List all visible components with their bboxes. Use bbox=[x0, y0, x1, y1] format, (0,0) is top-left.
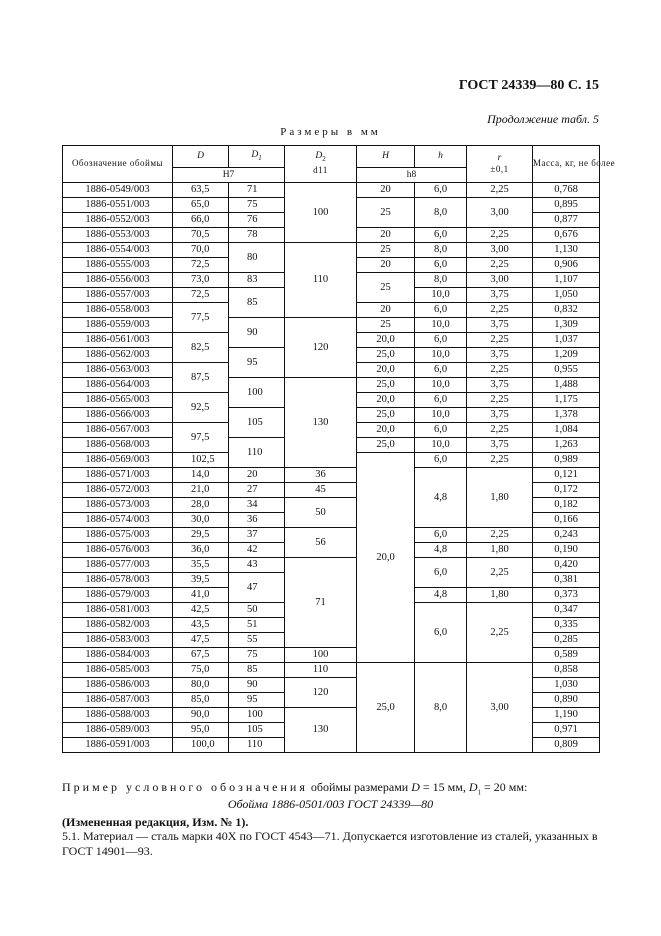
cell-h: 10,0 bbox=[415, 288, 467, 303]
cell-D: 29,5 bbox=[173, 528, 229, 543]
cell-designation: 1886-0553/003 bbox=[63, 228, 173, 243]
cell-r: 3,00 bbox=[467, 198, 533, 228]
cell-D: 72,5 bbox=[173, 288, 229, 303]
cell-designation: 1886-0591/003 bbox=[63, 738, 173, 753]
cell-designation: 1886-0557/003 bbox=[63, 288, 173, 303]
cell-r: 3,00 bbox=[467, 663, 533, 753]
cell-designation: 1886-0558/003 bbox=[63, 303, 173, 318]
cell-designation: 1886-0579/003 bbox=[63, 588, 173, 603]
cell-D2: 100 bbox=[285, 648, 357, 663]
cell-h: 10,0 bbox=[415, 378, 467, 393]
header-D2: $D_2$ d11 bbox=[285, 146, 357, 183]
header-tol-D: H7 bbox=[173, 168, 285, 183]
header-D1: $D_1$ bbox=[229, 146, 285, 168]
cell-h: 6,0 bbox=[415, 258, 467, 273]
cell-D: 21,0 bbox=[173, 483, 229, 498]
cell-D: 85,0 bbox=[173, 693, 229, 708]
cell-D2: 36 bbox=[285, 468, 357, 483]
cell-r: 3,00 bbox=[467, 273, 533, 288]
example-eq1: = 15 мм, bbox=[419, 780, 469, 794]
cell-D1: 85 bbox=[229, 288, 285, 318]
cell-h: 6,0 bbox=[415, 528, 467, 543]
cell-r: 2,25 bbox=[467, 423, 533, 438]
cell-D1: 80 bbox=[229, 243, 285, 273]
cell-h: 4,8 bbox=[415, 543, 467, 558]
cell-mass: 1,084 bbox=[533, 423, 600, 438]
cell-r: 3,75 bbox=[467, 288, 533, 303]
cell-D1: 110 bbox=[229, 438, 285, 468]
example-eq2: = 20 мм: bbox=[481, 780, 528, 794]
cell-h: 10,0 bbox=[415, 408, 467, 423]
cell-D2: 56 bbox=[285, 528, 357, 558]
cell-h: 10,0 bbox=[415, 348, 467, 363]
cell-r: 3,00 bbox=[467, 243, 533, 258]
cell-D: 90,0 bbox=[173, 708, 229, 723]
cell-D1: 95 bbox=[229, 693, 285, 708]
cell-D1: 85 bbox=[229, 663, 285, 678]
cell-designation: 1886-0568/003 bbox=[63, 438, 173, 453]
cell-designation: 1886-0585/003 bbox=[63, 663, 173, 678]
cell-mass: 1,190 bbox=[533, 708, 600, 723]
cell-D2: 110 bbox=[285, 243, 357, 318]
cell-D1: 75 bbox=[229, 648, 285, 663]
cell-mass: 0,955 bbox=[533, 363, 600, 378]
cell-r: 2,25 bbox=[467, 453, 533, 468]
cell-designation: 1886-0551/003 bbox=[63, 198, 173, 213]
cell-designation: 1886-0574/003 bbox=[63, 513, 173, 528]
cell-D1: 51 bbox=[229, 618, 285, 633]
cell-h: 6,0 bbox=[415, 333, 467, 348]
cell-mass: 1,309 bbox=[533, 318, 600, 333]
cell-h: 10,0 bbox=[415, 318, 467, 333]
example-designation: Обойма 1886-0501/003 ГОСТ 24339—80 bbox=[227, 797, 434, 811]
cell-D1: 50 bbox=[229, 603, 285, 618]
cell-H: 25,0 bbox=[357, 663, 415, 753]
cell-r: 2,25 bbox=[467, 303, 533, 318]
cell-mass: 0,906 bbox=[533, 258, 600, 273]
cell-D: 42,5 bbox=[173, 603, 229, 618]
cell-mass: 0,182 bbox=[533, 498, 600, 513]
cell-D: 95,0 bbox=[173, 723, 229, 738]
cell-r: 3,75 bbox=[467, 408, 533, 423]
cell-D1: 47 bbox=[229, 573, 285, 603]
header-tol-Hh: h8 bbox=[357, 168, 467, 183]
cell-r: 2,25 bbox=[467, 393, 533, 408]
header-H: H bbox=[357, 146, 415, 168]
cell-mass: 0,858 bbox=[533, 663, 600, 678]
cell-D2: 45 bbox=[285, 483, 357, 498]
cell-H: 25 bbox=[357, 198, 415, 228]
cell-designation: 1886-0577/003 bbox=[63, 558, 173, 573]
cell-designation: 1886-0571/003 bbox=[63, 468, 173, 483]
cell-D1: 90 bbox=[229, 318, 285, 348]
cell-h: 10,0 bbox=[415, 438, 467, 453]
cell-H: 25,0 bbox=[357, 438, 415, 453]
cell-D1: 34 bbox=[229, 498, 285, 513]
cell-mass: 0,989 bbox=[533, 453, 600, 468]
cell-mass: 0,347 bbox=[533, 603, 600, 618]
cell-mass: 0,285 bbox=[533, 633, 600, 648]
cell-D: 80,0 bbox=[173, 678, 229, 693]
cell-mass: 1,175 bbox=[533, 393, 600, 408]
header-mass: Масса, кг, не более bbox=[533, 146, 600, 183]
cell-D1: 95 bbox=[229, 348, 285, 378]
cell-D: 30,0 bbox=[173, 513, 229, 528]
cell-D1: 105 bbox=[229, 408, 285, 438]
cell-D: 77,5 bbox=[173, 303, 229, 333]
cell-D: 43,5 bbox=[173, 618, 229, 633]
cell-mass: 0,121 bbox=[533, 468, 600, 483]
cell-mass: 0,243 bbox=[533, 528, 600, 543]
cell-H: 20 bbox=[357, 258, 415, 273]
cell-r: 1,80 bbox=[467, 543, 533, 558]
cell-designation: 1886-0581/003 bbox=[63, 603, 173, 618]
cell-H: 20,0 bbox=[357, 423, 415, 438]
cell-mass: 0,877 bbox=[533, 213, 600, 228]
cell-D: 36,0 bbox=[173, 543, 229, 558]
cell-r: 3,75 bbox=[467, 348, 533, 363]
cell-mass: 0,373 bbox=[533, 588, 600, 603]
cell-r: 3,75 bbox=[467, 318, 533, 333]
cell-mass: 1,130 bbox=[533, 243, 600, 258]
cell-h: 4,8 bbox=[415, 468, 467, 528]
cell-designation: 1886-0586/003 bbox=[63, 678, 173, 693]
header-h: h bbox=[415, 146, 467, 168]
cell-mass: 1,488 bbox=[533, 378, 600, 393]
cell-mass: 0,832 bbox=[533, 303, 600, 318]
cell-D: 65,0 bbox=[173, 198, 229, 213]
cell-D2: 120 bbox=[285, 318, 357, 378]
cell-designation: 1886-0562/003 bbox=[63, 348, 173, 363]
cell-H: 20,0 bbox=[357, 453, 415, 663]
cell-D: 87,5 bbox=[173, 363, 229, 393]
cell-designation: 1886-0552/003 bbox=[63, 213, 173, 228]
example-D-symbol: D bbox=[411, 780, 420, 794]
cell-D1: 42 bbox=[229, 543, 285, 558]
cell-r: 2,25 bbox=[467, 363, 533, 378]
cell-D1: 43 bbox=[229, 558, 285, 573]
cell-h: 6,0 bbox=[415, 183, 467, 198]
cell-H: 25,0 bbox=[357, 378, 415, 393]
cell-r: 3,75 bbox=[467, 378, 533, 393]
cell-designation: 1886-0566/003 bbox=[63, 408, 173, 423]
cell-mass: 0,335 bbox=[533, 618, 600, 633]
cell-r: 3,75 bbox=[467, 438, 533, 453]
cell-h: 6,0 bbox=[415, 453, 467, 468]
cell-r: 2,25 bbox=[467, 228, 533, 243]
cell-D: 66,0 bbox=[173, 213, 229, 228]
cell-D1: 71 bbox=[229, 183, 285, 198]
cell-D: 28,0 bbox=[173, 498, 229, 513]
cell-r: 2,25 bbox=[467, 258, 533, 273]
cell-mass: 1,037 bbox=[533, 333, 600, 348]
cell-D1: 55 bbox=[229, 633, 285, 648]
cell-D1: 105 bbox=[229, 723, 285, 738]
cell-h: 8,0 bbox=[415, 243, 467, 258]
cell-H: 20 bbox=[357, 228, 415, 243]
example-text: обоймы размерами bbox=[310, 780, 409, 794]
cell-h: 4,8 bbox=[415, 588, 467, 603]
cell-D2: 130 bbox=[285, 708, 357, 753]
cell-designation: 1886-0563/003 bbox=[63, 363, 173, 378]
table-continuation-label: Продолжение табл. 5 bbox=[487, 112, 599, 126]
cell-h: 6,0 bbox=[415, 603, 467, 663]
cell-designation: 1886-0559/003 bbox=[63, 318, 173, 333]
cell-mass: 1,107 bbox=[533, 273, 600, 288]
cell-h: 6,0 bbox=[415, 558, 467, 588]
cell-D: 75,0 bbox=[173, 663, 229, 678]
cell-mass: 1,030 bbox=[533, 678, 600, 693]
cell-mass: 0,809 bbox=[533, 738, 600, 753]
cell-designation: 1886-0582/003 bbox=[63, 618, 173, 633]
cell-mass: 0,589 bbox=[533, 648, 600, 663]
cell-H: 25 bbox=[357, 318, 415, 333]
cell-designation: 1886-0584/003 bbox=[63, 648, 173, 663]
material-paragraph: 5.1. Материал — сталь марки 40Х по ГОСТ 4543—71. Допускается изготовление из сталей, указанных в ГОСТ 14901—93. bbox=[62, 829, 598, 858]
cell-designation: 1886-0578/003 bbox=[63, 573, 173, 588]
cell-mass: 0,190 bbox=[533, 543, 600, 558]
cell-h: 6,0 bbox=[415, 393, 467, 408]
cell-D1: 83 bbox=[229, 273, 285, 288]
cell-r: 2,25 bbox=[467, 183, 533, 198]
cell-D1: 110 bbox=[229, 738, 285, 753]
cell-designation: 1886-0561/003 bbox=[63, 333, 173, 348]
cell-D: 41,0 bbox=[173, 588, 229, 603]
cell-D2: 110 bbox=[285, 663, 357, 678]
cell-D2: 120 bbox=[285, 678, 357, 708]
cell-D: 70,0 bbox=[173, 243, 229, 258]
cell-designation: 1886-0549/003 bbox=[63, 183, 173, 198]
cell-h: 6,0 bbox=[415, 228, 467, 243]
cell-D2: 130 bbox=[285, 378, 357, 468]
cell-mass: 0,420 bbox=[533, 558, 600, 573]
cell-D2: 71 bbox=[285, 558, 357, 648]
cell-D: 82,5 bbox=[173, 333, 229, 363]
cell-mass: 0,895 bbox=[533, 198, 600, 213]
cell-r: 2,25 bbox=[467, 528, 533, 543]
cell-designation: 1886-0583/003 bbox=[63, 633, 173, 648]
cell-D: 14,0 bbox=[173, 468, 229, 483]
example-D1-symbol: D bbox=[468, 780, 478, 794]
cell-D: 92,5 bbox=[173, 393, 229, 423]
cell-D: 67,5 bbox=[173, 648, 229, 663]
page-header: ГОСТ 24339—80 С. 15 bbox=[458, 78, 599, 93]
cell-D: 70,5 bbox=[173, 228, 229, 243]
cell-D1: 100 bbox=[229, 378, 285, 408]
cell-designation: 1886-0573/003 bbox=[63, 498, 173, 513]
cell-H: 20,0 bbox=[357, 363, 415, 378]
cell-designation: 1886-0564/003 bbox=[63, 378, 173, 393]
example-D1-sub: 1 bbox=[477, 788, 482, 797]
cell-D1: 100 bbox=[229, 708, 285, 723]
example-label: Пример условного обозначения bbox=[62, 780, 308, 794]
cell-mass: 1,263 bbox=[533, 438, 600, 453]
cell-H: 25,0 bbox=[357, 408, 415, 423]
cell-D1: 20 bbox=[229, 468, 285, 483]
cell-r: 2,25 bbox=[467, 333, 533, 348]
header-r: r ±0,1 bbox=[467, 146, 533, 183]
cell-h: 6,0 bbox=[415, 423, 467, 438]
cell-D1: 27 bbox=[229, 483, 285, 498]
cell-D: 63,5 bbox=[173, 183, 229, 198]
cell-H: 25 bbox=[357, 243, 415, 258]
cell-designation: 1886-0555/003 bbox=[63, 258, 173, 273]
cell-r: 1,80 bbox=[467, 468, 533, 528]
cell-r: 1,80 bbox=[467, 588, 533, 603]
cell-D: 102,5 bbox=[173, 453, 229, 468]
header-designation: Обозначение обоймы bbox=[63, 146, 173, 183]
cell-D1: 37 bbox=[229, 528, 285, 543]
cell-H: 25,0 bbox=[357, 348, 415, 363]
cell-H: 25 bbox=[357, 273, 415, 303]
cell-mass: 1,378 bbox=[533, 408, 600, 423]
cell-h: 6,0 bbox=[415, 303, 467, 318]
cell-H: 20 bbox=[357, 183, 415, 198]
cell-r: 2,25 bbox=[467, 603, 533, 663]
cell-D1: 90 bbox=[229, 678, 285, 693]
amendment-note: (Измененная редакция, Изм. № 1). bbox=[62, 815, 249, 829]
cell-h: 8,0 bbox=[415, 663, 467, 753]
cell-D: 73,0 bbox=[173, 273, 229, 288]
cell-D: 72,5 bbox=[173, 258, 229, 273]
cell-h: 8,0 bbox=[415, 273, 467, 288]
cell-mass: 1,209 bbox=[533, 348, 600, 363]
cell-designation: 1886-0556/003 bbox=[63, 273, 173, 288]
cell-mass: 0,166 bbox=[533, 513, 600, 528]
cell-D1: 76 bbox=[229, 213, 285, 228]
cell-r: 2,25 bbox=[467, 558, 533, 588]
cell-D: 47,5 bbox=[173, 633, 229, 648]
cell-D2: 50 bbox=[285, 498, 357, 528]
cell-designation: 1886-0567/003 bbox=[63, 423, 173, 438]
cell-mass: 0,172 bbox=[533, 483, 600, 498]
cell-mass: 0,971 bbox=[533, 723, 600, 738]
cell-h: 6,0 bbox=[415, 363, 467, 378]
cell-mass: 0,768 bbox=[533, 183, 600, 198]
cell-D2: 100 bbox=[285, 183, 357, 243]
cell-H: 20,0 bbox=[357, 393, 415, 408]
cell-designation: 1886-0576/003 bbox=[63, 543, 173, 558]
cell-H: 20,0 bbox=[357, 333, 415, 348]
cell-mass: 0,890 bbox=[533, 693, 600, 708]
dimensions-table bbox=[62, 145, 616, 753]
cell-designation: 1886-0589/003 bbox=[63, 723, 173, 738]
cell-mass: 1,050 bbox=[533, 288, 600, 303]
cell-D1: 75 bbox=[229, 198, 285, 213]
cell-designation: 1886-0572/003 bbox=[63, 483, 173, 498]
cell-mass: 0,381 bbox=[533, 573, 600, 588]
cell-mass: 0,676 bbox=[533, 228, 600, 243]
cell-designation: 1886-0575/003 bbox=[63, 528, 173, 543]
cell-D: 97,5 bbox=[173, 423, 229, 453]
dimensions-caption: Размеры в мм bbox=[280, 126, 381, 138]
cell-D1: 36 bbox=[229, 513, 285, 528]
cell-D1: 78 bbox=[229, 228, 285, 243]
cell-D: 35,5 bbox=[173, 558, 229, 573]
cell-designation: 1886-0569/003 bbox=[63, 453, 173, 468]
cell-D: 100,0 bbox=[173, 738, 229, 753]
cell-designation: 1886-0565/003 bbox=[63, 393, 173, 408]
cell-designation: 1886-0587/003 bbox=[63, 693, 173, 708]
cell-h: 8,0 bbox=[415, 198, 467, 228]
header-D: D bbox=[173, 146, 229, 168]
cell-D: 39,5 bbox=[173, 573, 229, 588]
cell-designation: 1886-0554/003 bbox=[63, 243, 173, 258]
cell-designation: 1886-0588/003 bbox=[63, 708, 173, 723]
cell-H: 20 bbox=[357, 303, 415, 318]
